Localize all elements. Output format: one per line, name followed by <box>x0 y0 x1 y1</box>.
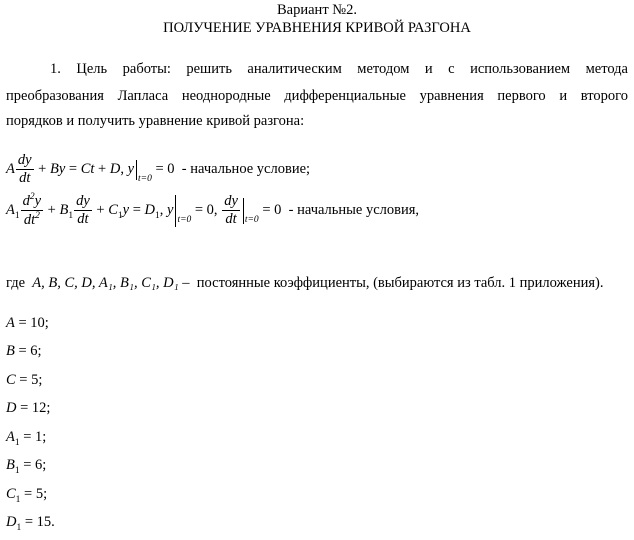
goal-line-3: порядков и получить уравнение кривой разгона: <box>6 113 305 129</box>
coefficient-b1: $B_1 = 6$; <box>6 457 47 477</box>
coefficient-d1: $D_1 = 15$. <box>6 514 55 534</box>
coefficient-b: B = 6; <box>6 343 42 360</box>
fraction-dy-dt-3: $\frac{dy}{dt}$ <box>224 192 238 228</box>
coefficient-c: C = 5; <box>6 371 43 388</box>
equation-second-order: $A_1$ $\frac{d^2y}{dt^2}$ + $B_1$ $\frac{dy}{dt}$ + $C_1y = D_1$, $y_{t=0} = 0$, $\frac{dy}{dt}$ $_{t=0}$ = 0 - начальные условия, <box>6 192 420 228</box>
variant-label: Вариант №2. <box>277 2 357 18</box>
initial-condition-note: - начальное условие; <box>181 161 311 178</box>
coefficient-a1: $A_1 = 1$; <box>6 428 47 448</box>
initial-conditions-note: - начальные условия, <box>288 201 420 218</box>
document-title: ПОЛУЧЕНИЕ УРАВНЕНИЯ КРИВОЙ РАЗГОНА <box>163 20 471 36</box>
fraction-dy-dt: $\frac{dy}{dt}$ <box>17 152 32 187</box>
equation-first-order: A $\frac{dy}{dt}$ + By = Ct + D, $y_{t=0} = 0$ - начальное условие; <box>6 152 311 187</box>
coefficient-c1: $C_1 = 5$; <box>6 485 48 505</box>
coefficient-symbols: A, B, C, D, A₁, B₁, C₁, D₁ – <box>32 275 190 291</box>
goal-line-2: преобразования Лапласа неоднородные дифференциальные уравнения первого и второго <box>6 88 628 104</box>
coefficient-list <box>6 312 55 540</box>
fraction-d2y-dt2: $\frac{d^2y}{dt^2}$ <box>22 192 42 228</box>
fraction-dy-dt-2: $\frac{dy}{dt}$ <box>76 192 90 228</box>
coefficients-description: где A, B, C, D, A₁, B₁, C₁, D₁ – постоянные коэффициенты, (выбираются из табл. 1 приложения). <box>6 275 604 291</box>
goal-line-1: 1. Цель работы: решить аналитическим методом и с использованием метода <box>50 61 628 77</box>
coefficient-a: A = 10; <box>6 315 49 331</box>
coefficient-d: D = 12; <box>6 400 51 417</box>
